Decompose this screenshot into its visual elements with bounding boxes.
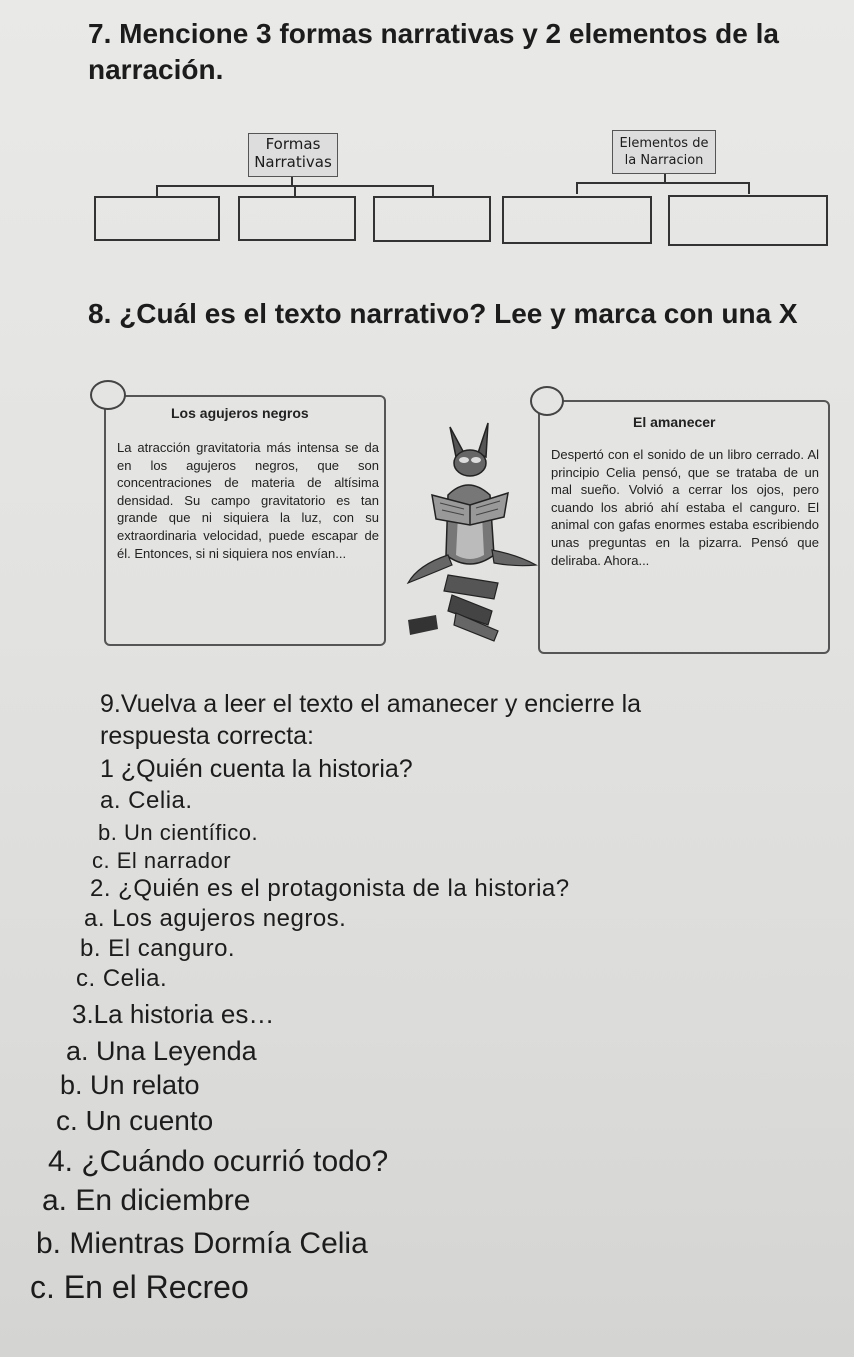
answer-box-forma-1[interactable]: [94, 196, 220, 241]
elementos-narracion-label: [612, 130, 716, 174]
label-line: Elementos de: [619, 136, 709, 151]
card-title: El amanecer: [633, 414, 716, 430]
connector-line: [576, 182, 750, 184]
answer-box-elemento-2[interactable]: [668, 195, 828, 246]
kangaroo-reading-illustration: [398, 415, 538, 645]
subquestion-2: 2. ¿Quién es el protagonista de la historia?: [90, 875, 570, 902]
connector-line: [576, 182, 578, 194]
option-4b[interactable]: b. Mientras Dormía Celia: [36, 1227, 368, 1260]
subquestion-3: 3.La historia es…: [72, 999, 275, 1029]
option-3a[interactable]: a. Una Leyenda: [66, 1036, 257, 1066]
option-2b[interactable]: b. El canguro.: [80, 935, 236, 962]
mark-bubble-text-a[interactable]: [90, 380, 126, 410]
option-4a[interactable]: a. En diciembre: [42, 1184, 251, 1217]
connector-line: [432, 185, 434, 196]
label-line: Narrativas: [254, 153, 332, 171]
text-card-agujeros-negros: [104, 395, 386, 646]
option-3c[interactable]: c. Un cuento: [56, 1105, 214, 1136]
option-1b[interactable]: b. Un científico.: [98, 820, 259, 845]
connector-line: [294, 185, 296, 196]
formas-narrativas-label: [248, 133, 338, 177]
option-1c[interactable]: c. El narrador: [92, 848, 232, 873]
card-body: Despertó con el sonido de un libro cerrado. Al principio Celia pensó, que se trataba de un mal sueño. Volvió a cerrar los ojos, pero cuando los abrió ahí estaba el canguro. El animal con gafas enormes estaba escribiendo unas preguntas en la pizarra. Pensó que deliraba. Ahora...: [551, 447, 819, 568]
answer-box-forma-2[interactable]: [238, 196, 356, 241]
connector-line: [156, 185, 158, 196]
question-7-number: 7.: [88, 18, 112, 49]
question-8-number: 8.: [88, 298, 112, 329]
text-card-el-amanecer: [538, 400, 830, 654]
question-8: [88, 294, 838, 334]
option-2a[interactable]: a. Los agujeros negros.: [84, 905, 347, 932]
question-7-text: 7. Mencione 3 formas narrativas y 2 elementos de la narración.: [88, 18, 779, 85]
subquestion-1: 1 ¿Quién cuenta la historia?: [100, 755, 413, 783]
answer-box-forma-3[interactable]: [373, 196, 491, 242]
option-1a[interactable]: a. Celia.: [100, 787, 193, 814]
card-title: Los agujeros negros: [171, 405, 309, 421]
card-body: La atracción gravitatoria más intensa se da en los agujeros negros, que son concentraciones de materia de altísima densidad. Su campo gravitatorio es tan grande que ni siquiera la luz, con su extraordinaria velocidad, puede escapar de él. Entonces, si ni siquiera nos envían...: [117, 440, 379, 561]
option-2c[interactable]: c. Celia.: [76, 965, 168, 992]
label-line: la Narracion: [624, 153, 704, 168]
mark-bubble-text-b[interactable]: [530, 386, 564, 416]
label-line: Formas: [265, 135, 321, 153]
question-8-text: 8. ¿Cuál es el texto narrativo? Lee y marca con una X: [88, 298, 798, 329]
connector-line: [748, 182, 750, 194]
subquestion-4: 4. ¿Cuándo ocurrió todo?: [48, 1145, 389, 1178]
question-9-line-2: respuesta correcta:: [100, 722, 314, 750]
option-4c[interactable]: c. En el Recreo: [30, 1269, 249, 1305]
option-3b[interactable]: b. Un relato: [60, 1070, 200, 1100]
question-9-line-1: 9.Vuelva a leer el texto el amanecer y encierre la: [100, 690, 642, 718]
question-7: [88, 16, 828, 88]
question-9: [100, 688, 820, 752]
answer-box-elemento-1[interactable]: [502, 196, 652, 244]
